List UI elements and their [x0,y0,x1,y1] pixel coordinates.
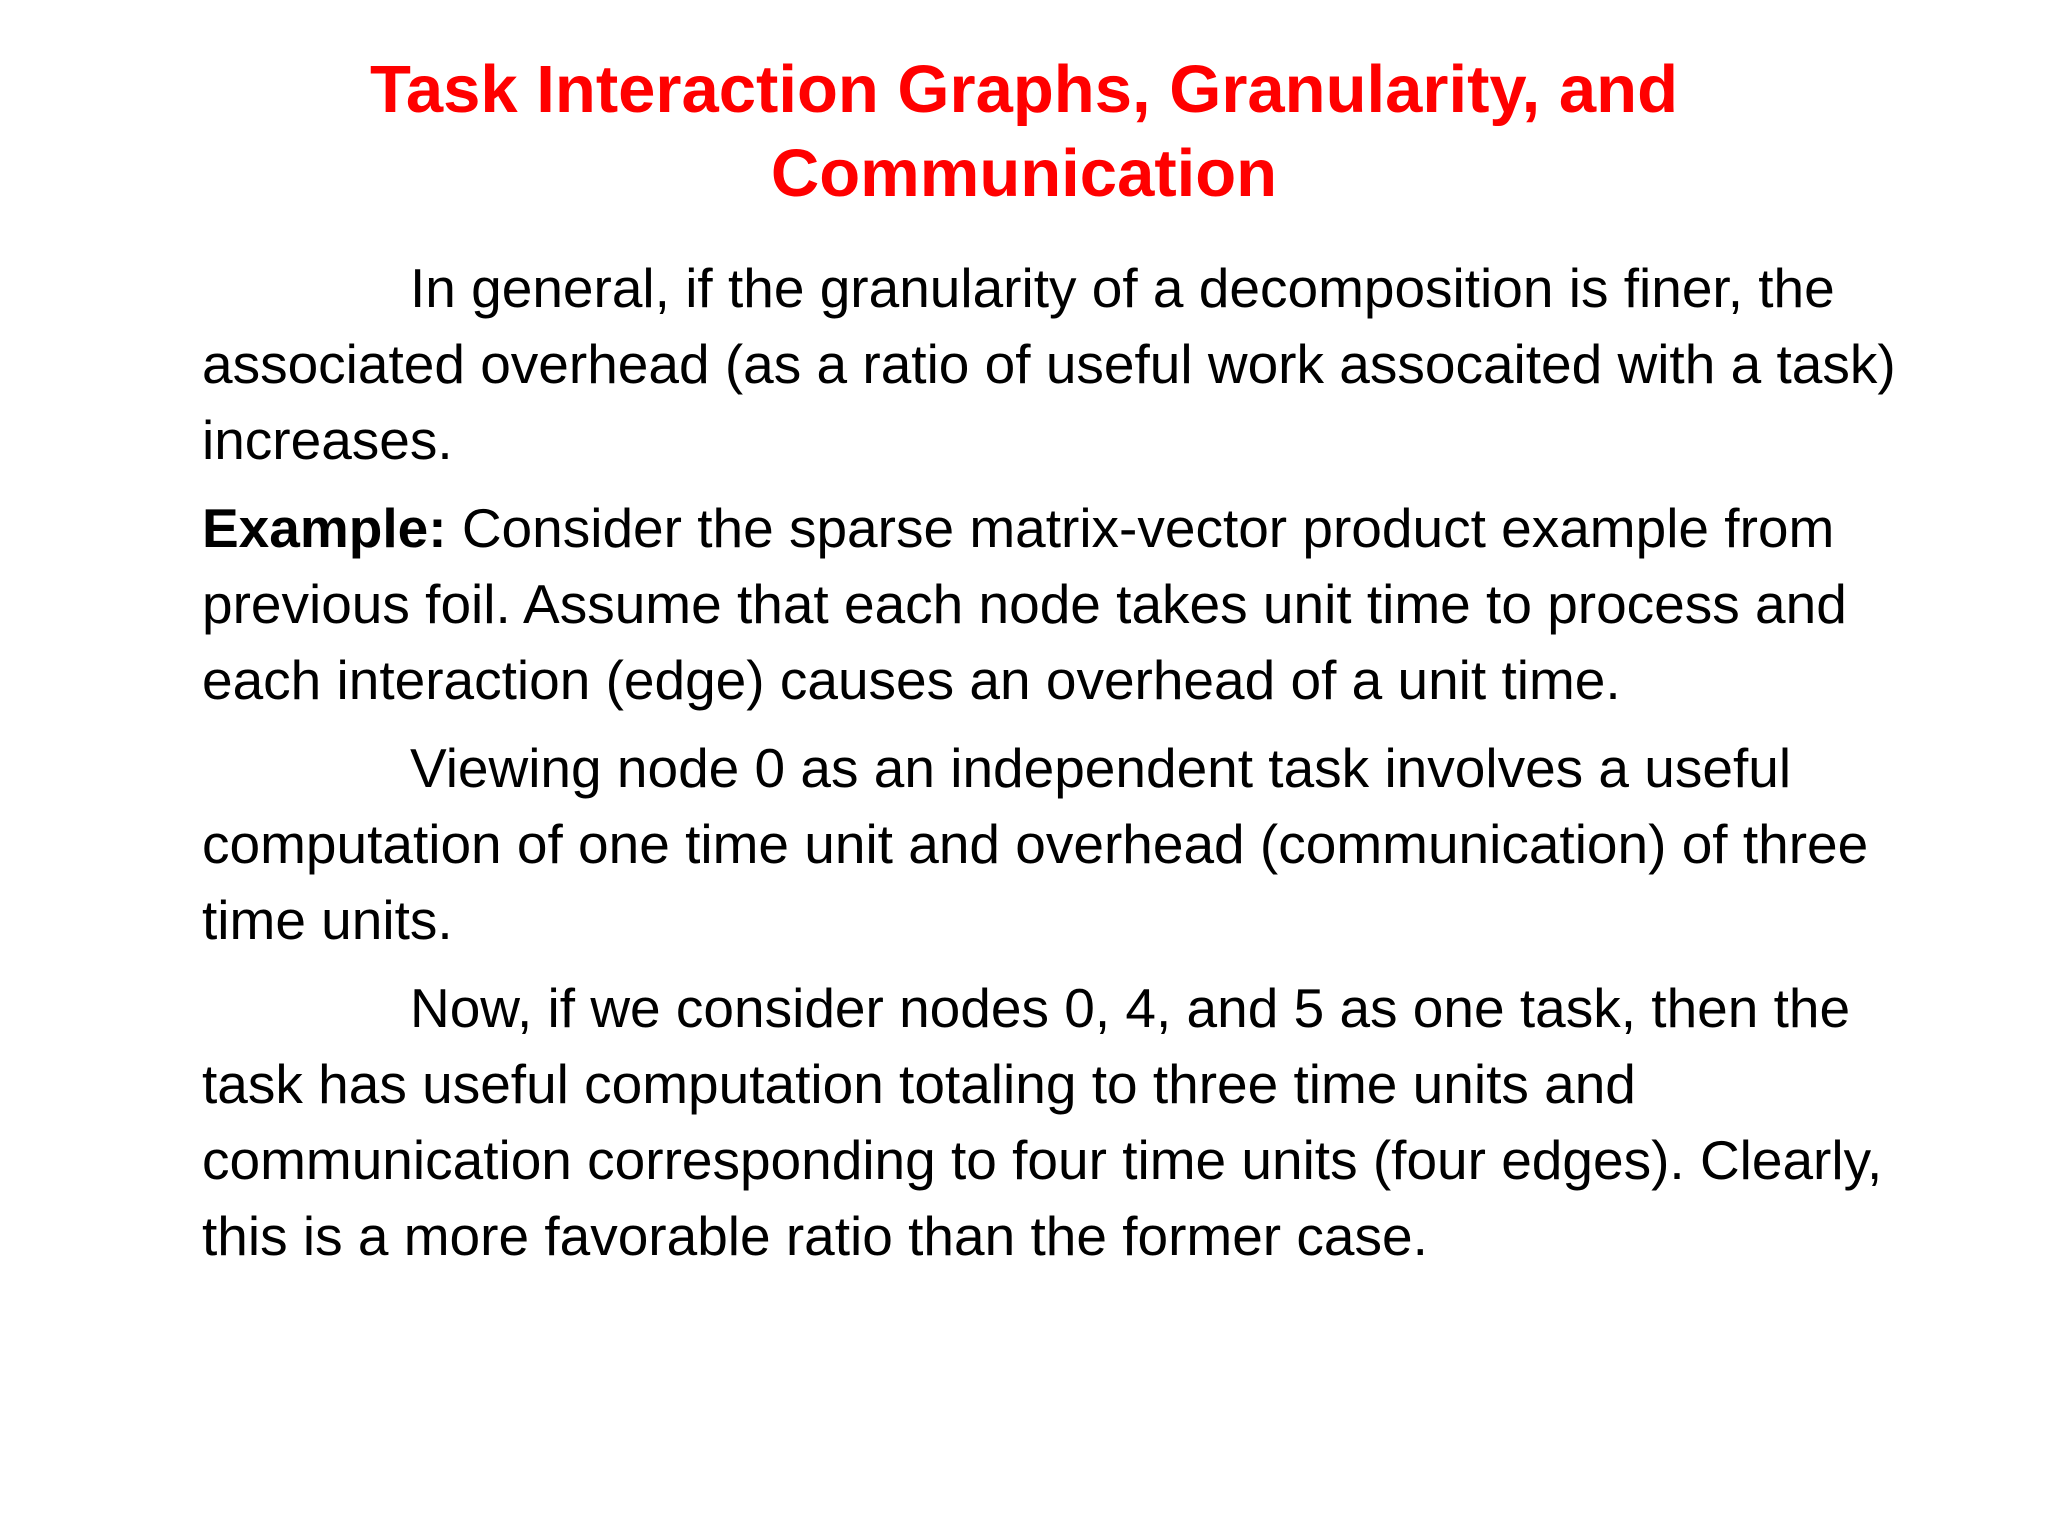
slide-title-line-2: Communication [770,136,1278,211]
paragraph-example [202,490,1962,718]
paragraph-text: Consider the sparse matrix-vector product example from previous foil. Assume that each node takes unit time to process and each interaction (edge) causes an overhead of a unit time. [202,497,1847,711]
example-label: Example: [202,497,447,559]
paragraph-text: Now, if we consider nodes 0, 4, and 5 as one task, then the task has useful computation totaling to three time units and communication corresponding to four time units (four edges). Clearly, this is a more favorable ratio than the former case. [202,977,1883,1267]
paragraph-text: Viewing node 0 as an independent task involves a useful computation of one time unit and overhead (communication) of three time units. [202,737,1869,951]
slide-title [0,48,2048,216]
paragraph-text: In general, if the granularity of a decomposition is finer, the associated overhead (as a ratio of useful work assocaited with a task) increases. [202,257,1896,471]
slide-title-line-1: Task Interaction Graphs, Granularity, and [369,52,1679,127]
slide-body [202,250,1962,1286]
paragraph-grouped-task [202,970,1962,1274]
paragraph-granularity-overhead [202,250,1962,478]
paragraph-node-zero-task [202,730,1962,958]
